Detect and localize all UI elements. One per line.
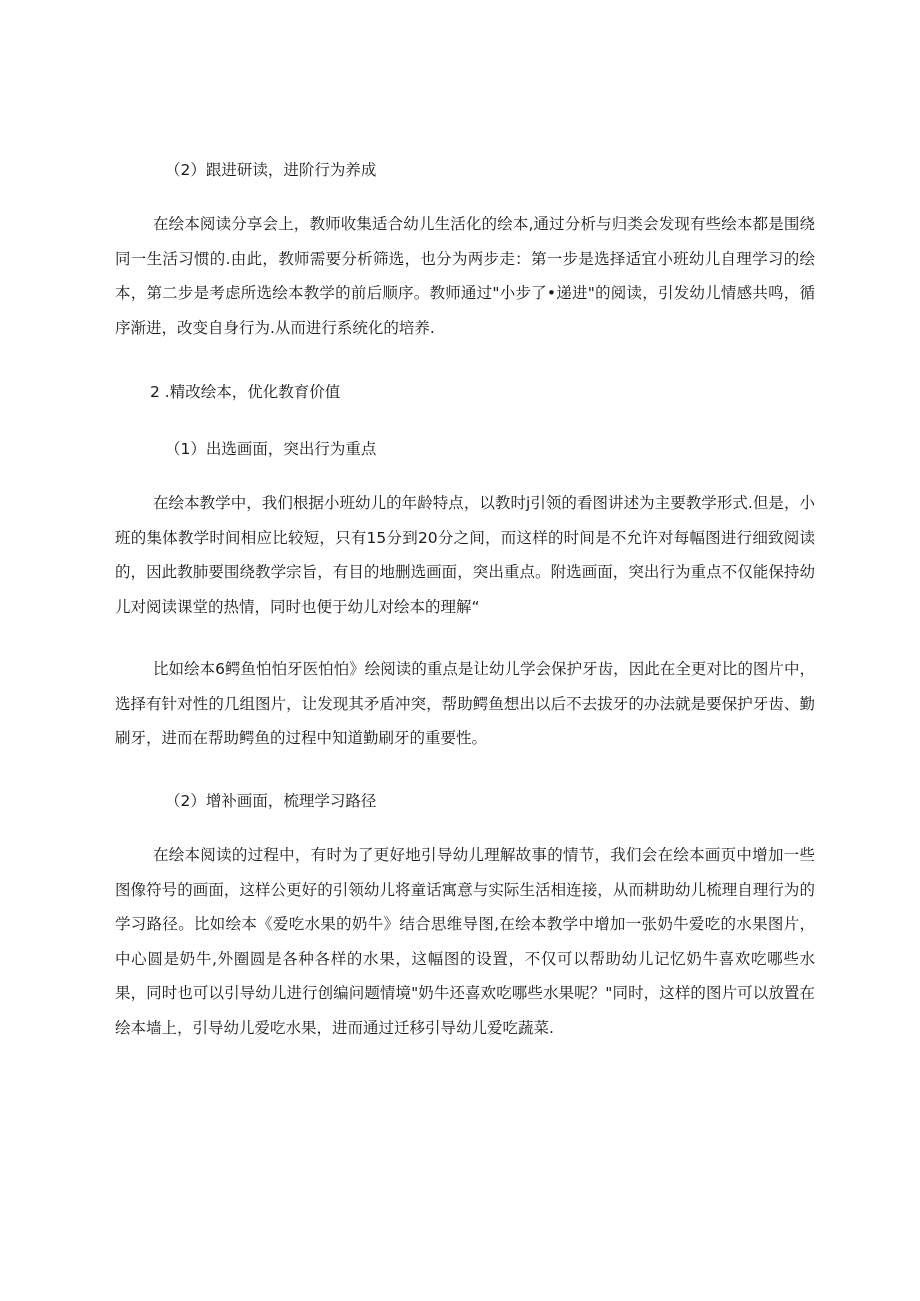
paragraph-add-pictures-example: 在绘本阅读的过程中，有时为了更好地引导幼儿理解故事的情节，我们会在绘本画页中增加一些图像符号的画面，这样公更好的引领幼儿将童话寓意与实际生活相连接，从而耕助幼儿梳理自理行为的学习路径。比如绘本《爱吃水果的奶牛》结合思维导图,在绘本教学中增加一张奶牛爱吃的水果图片，中心圆是奶牛,外圈圆是各种各样的水果，这幅图的设置，不仅可以帮助幼儿记忆奶牛喜欢吃哪些水果，同时也可以引导幼儿进行创编问题情境"奶牛还喜欢吃哪些水果呢？"同时，这样的图片可以放置在绘本墙上，引导幼儿爱吃水果，进而通过迁移引导幼儿爱吃蔬菜.	[115, 846, 815, 1037]
paragraph-crocodile-example: 比如绘本6鳄鱼怕怕牙医怕怕》绘阅读的重点是让幼儿学会保护牙齿，因此在全更对比的图片中，选择有针对性的几组图片，让发现其矛盾冲突，帮助鳄鱼想出以后不去拔牙的办法就是要保护牙齿、勤刷牙，进而在帮助鳄鱼的过程中知道勤刷牙的重要性。	[115, 660, 815, 747]
subsection-heading-follow-up-reading: （2）跟进研读，进阶行为养成	[165, 161, 377, 179]
paragraph-picture-book-teaching: 在绘本教学中，我们根据小班幼儿的年龄特点，以教时j引领的看图讲述为主要教学形式.但是，小班的集体教学时间相应比较短，只有15分到20分之间，而这样的时间是不允许对每幅图进行细致阅读的，因此教肺要围绕教学宗旨，有目的地删选画面，突出重点。附选画面，突出行为重点不仅能保持幼儿对阅读课堂的热情，同时也便于幼儿对绘本的理解“	[115, 494, 815, 616]
section-heading-refine-picture-books: 2 .精改绘本，优化教育价值	[150, 383, 341, 401]
paragraph-picture-book-sharing: 在绘本阅读分享会上，教师收集适合幼儿生活化的绘本,通过分析与归类会发现有些绘本都是围绕同一生活习惯的.由此，教师需要分析筛选，也分为两步走：第一步是选择适宜小班幼儿自理学习的绘本，第二步是考虑所选绘本教学的前后顺序。教师通过"小步了•递进"的阅读，引发幼儿情感共鸣，循序渐进，改变自身行为.从而进行系统化的培养.	[115, 215, 815, 337]
subsection-heading-select-pictures: （1）出选画面，突出行为重点	[165, 440, 377, 458]
subsection-heading-add-pictures: （2）增补画面，梳理学习路径	[165, 792, 377, 810]
